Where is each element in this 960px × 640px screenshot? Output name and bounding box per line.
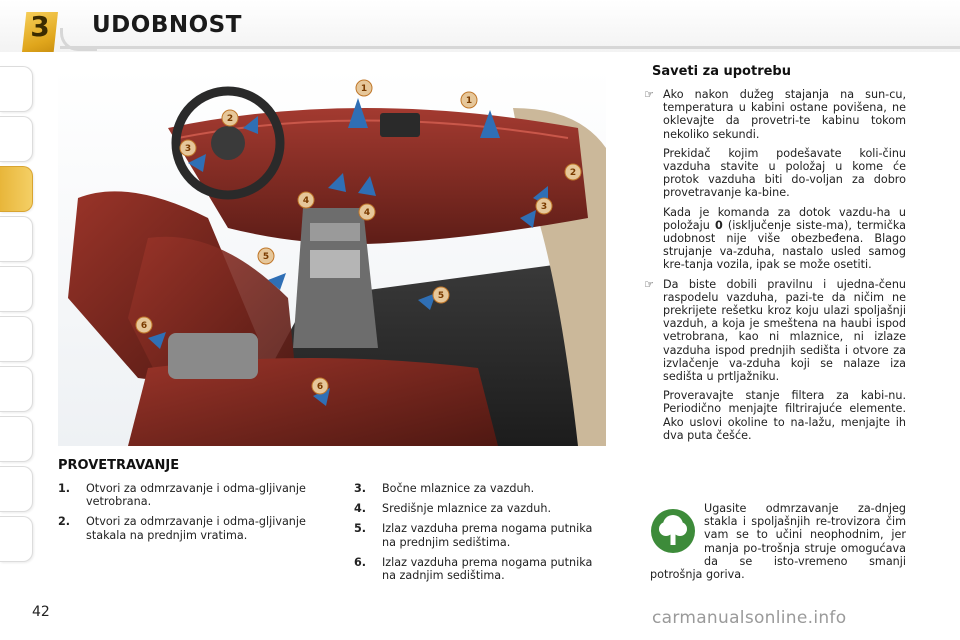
- chapter-tab-7[interactable]: [0, 366, 33, 412]
- advice-paragraph: Ako nakon dužeg stajanja na sun-cu, temperatura u kabini ostane povišena, ne oklevajte da provetri-te kabinu tokom nekoliko sekundi.: [663, 88, 906, 141]
- advice-tip: [640, 88, 906, 272]
- advice-paragraph: [663, 206, 906, 272]
- callout-label: 3: [540, 202, 548, 212]
- ventilation-list-left: [58, 482, 308, 549]
- chapter-title: UDOBNOST: [92, 12, 242, 38]
- eco-note: [650, 502, 906, 581]
- list-item: [58, 515, 308, 541]
- item-number: 5.: [354, 522, 367, 536]
- chapter-tab-2[interactable]: [0, 116, 33, 162]
- chapter-tab-5[interactable]: [0, 266, 33, 312]
- callout-label: 1: [465, 96, 473, 106]
- advice-column: [640, 88, 906, 448]
- chapter-tab-10[interactable]: [0, 516, 33, 562]
- car-interior-ventilation-illustration: [58, 68, 606, 446]
- list-item: [354, 522, 606, 548]
- callout-label: 1: [360, 84, 368, 94]
- advice-bold-value: 0: [714, 218, 723, 232]
- chapter-tab-4[interactable]: [0, 216, 33, 262]
- item-number: 4.: [354, 502, 367, 516]
- callout-label: 5: [437, 291, 445, 301]
- advice-paragraph: Proveravajte stanje filtera za kabi-nu. Periodično menjajte filtrirajuće elemente. Ako uslovi okoline to na-lažu, menjajte ih dva puta češće.: [663, 389, 906, 442]
- item-text: Otvori za odmrzavanje i odma-gljivanje vetrobrana.: [86, 482, 306, 509]
- steering-hub: [211, 126, 245, 160]
- callout-label: 6: [140, 321, 148, 331]
- tree-icon: [650, 508, 696, 554]
- item-text: Izlaz vazduha prema nogama putnika na zadnjim sedištima.: [382, 555, 593, 583]
- chapter-tab-8[interactable]: [0, 416, 33, 462]
- callout-label: 2: [226, 114, 234, 124]
- chapter-tab-6[interactable]: [0, 316, 33, 362]
- advice-title: Saveti za upotrebu: [652, 64, 791, 79]
- header-rule: [60, 46, 960, 49]
- item-number: 3.: [354, 482, 367, 495]
- advice-paragraph: Da biste dobili pravilnu i ujedna-čenu raspodelu vazduha, pazi-te da ničim ne prekrijete rešetku kroz koju ulazi spoljašnji vazduh, a koja je smeštena na haubi ispod vetrobrana, kao ni mlaznice, ni izlaze vazduha ispod prednjih sedišta i otvore za izvlačenje va-zduha koji se nalaze iza sedišta u prtljažniku.: [663, 277, 906, 384]
- callout-label: 4: [302, 196, 310, 206]
- callout-label: 5: [262, 252, 270, 262]
- navigation-screen: [380, 113, 420, 137]
- ventilation-list-right: [354, 482, 606, 589]
- callout-label: 4: [363, 208, 371, 218]
- list-item: [354, 482, 606, 495]
- advice-paragraph: Prekidač kojim podešavate koli-činu vazduha stavite u položaj u kome će protok vazduha biti do-voljan za dobro provetravanje ka-bine.: [663, 146, 906, 200]
- watermark: carmanualsonline.info: [652, 608, 847, 628]
- list-item: [58, 482, 308, 508]
- item-text: Izlaz vazduha prema nogama putnika na prednjim sedištima.: [382, 522, 593, 549]
- radio-unit: [310, 223, 360, 241]
- chapter-tab-9[interactable]: [0, 466, 33, 512]
- chapter-tab-3-active[interactable]: [0, 166, 33, 212]
- advice-text: (isključenje siste-ma), termička udobnost nije više obezbeđena. Blago strujanje va-zduha, nastalo usled samog kre-tanja vozila, ipak se može osetiti.: [663, 218, 906, 272]
- item-text: Otvori za odmrzavanje i odma-gljivanje stakala na prednjim vratima.: [86, 515, 306, 542]
- item-number: 1.: [58, 482, 71, 495]
- callout-label: 6: [316, 382, 324, 392]
- list-item: [354, 556, 606, 582]
- climate-controls: [310, 250, 360, 278]
- advice-text: Kada je komanda za dotok vazdu-ha u položaju: [663, 205, 906, 232]
- ventilation-title: PROVETRAVANJE: [58, 458, 180, 473]
- chapter-number: 3: [30, 10, 50, 43]
- item-text: Središnje mlaznice za vazduh.: [382, 502, 552, 516]
- chapter-tab-1[interactable]: [0, 66, 33, 112]
- pointing-hand-icon: ☞: [644, 88, 655, 101]
- eco-note-text: Ugasite odmrzavanje za-dnjeg stakla i spoljašnjih re-trovizora čim vam se to učini neophodnim, jer manja po-trošnja struje omogućava da se isto-vremeno smanji potrošnja goriva.: [650, 502, 906, 582]
- advice-tip: [640, 278, 906, 442]
- item-text: Bočne mlaznice za vazduh.: [382, 482, 535, 495]
- item-number: 2.: [58, 515, 71, 529]
- page-number: 42: [32, 604, 50, 620]
- list-item: [354, 502, 606, 515]
- callout-label: 3: [184, 144, 192, 154]
- rear-console: [168, 333, 258, 379]
- item-number: 6.: [354, 555, 367, 569]
- pointing-hand-icon: ☞: [644, 277, 655, 291]
- callout-label: 2: [569, 168, 577, 178]
